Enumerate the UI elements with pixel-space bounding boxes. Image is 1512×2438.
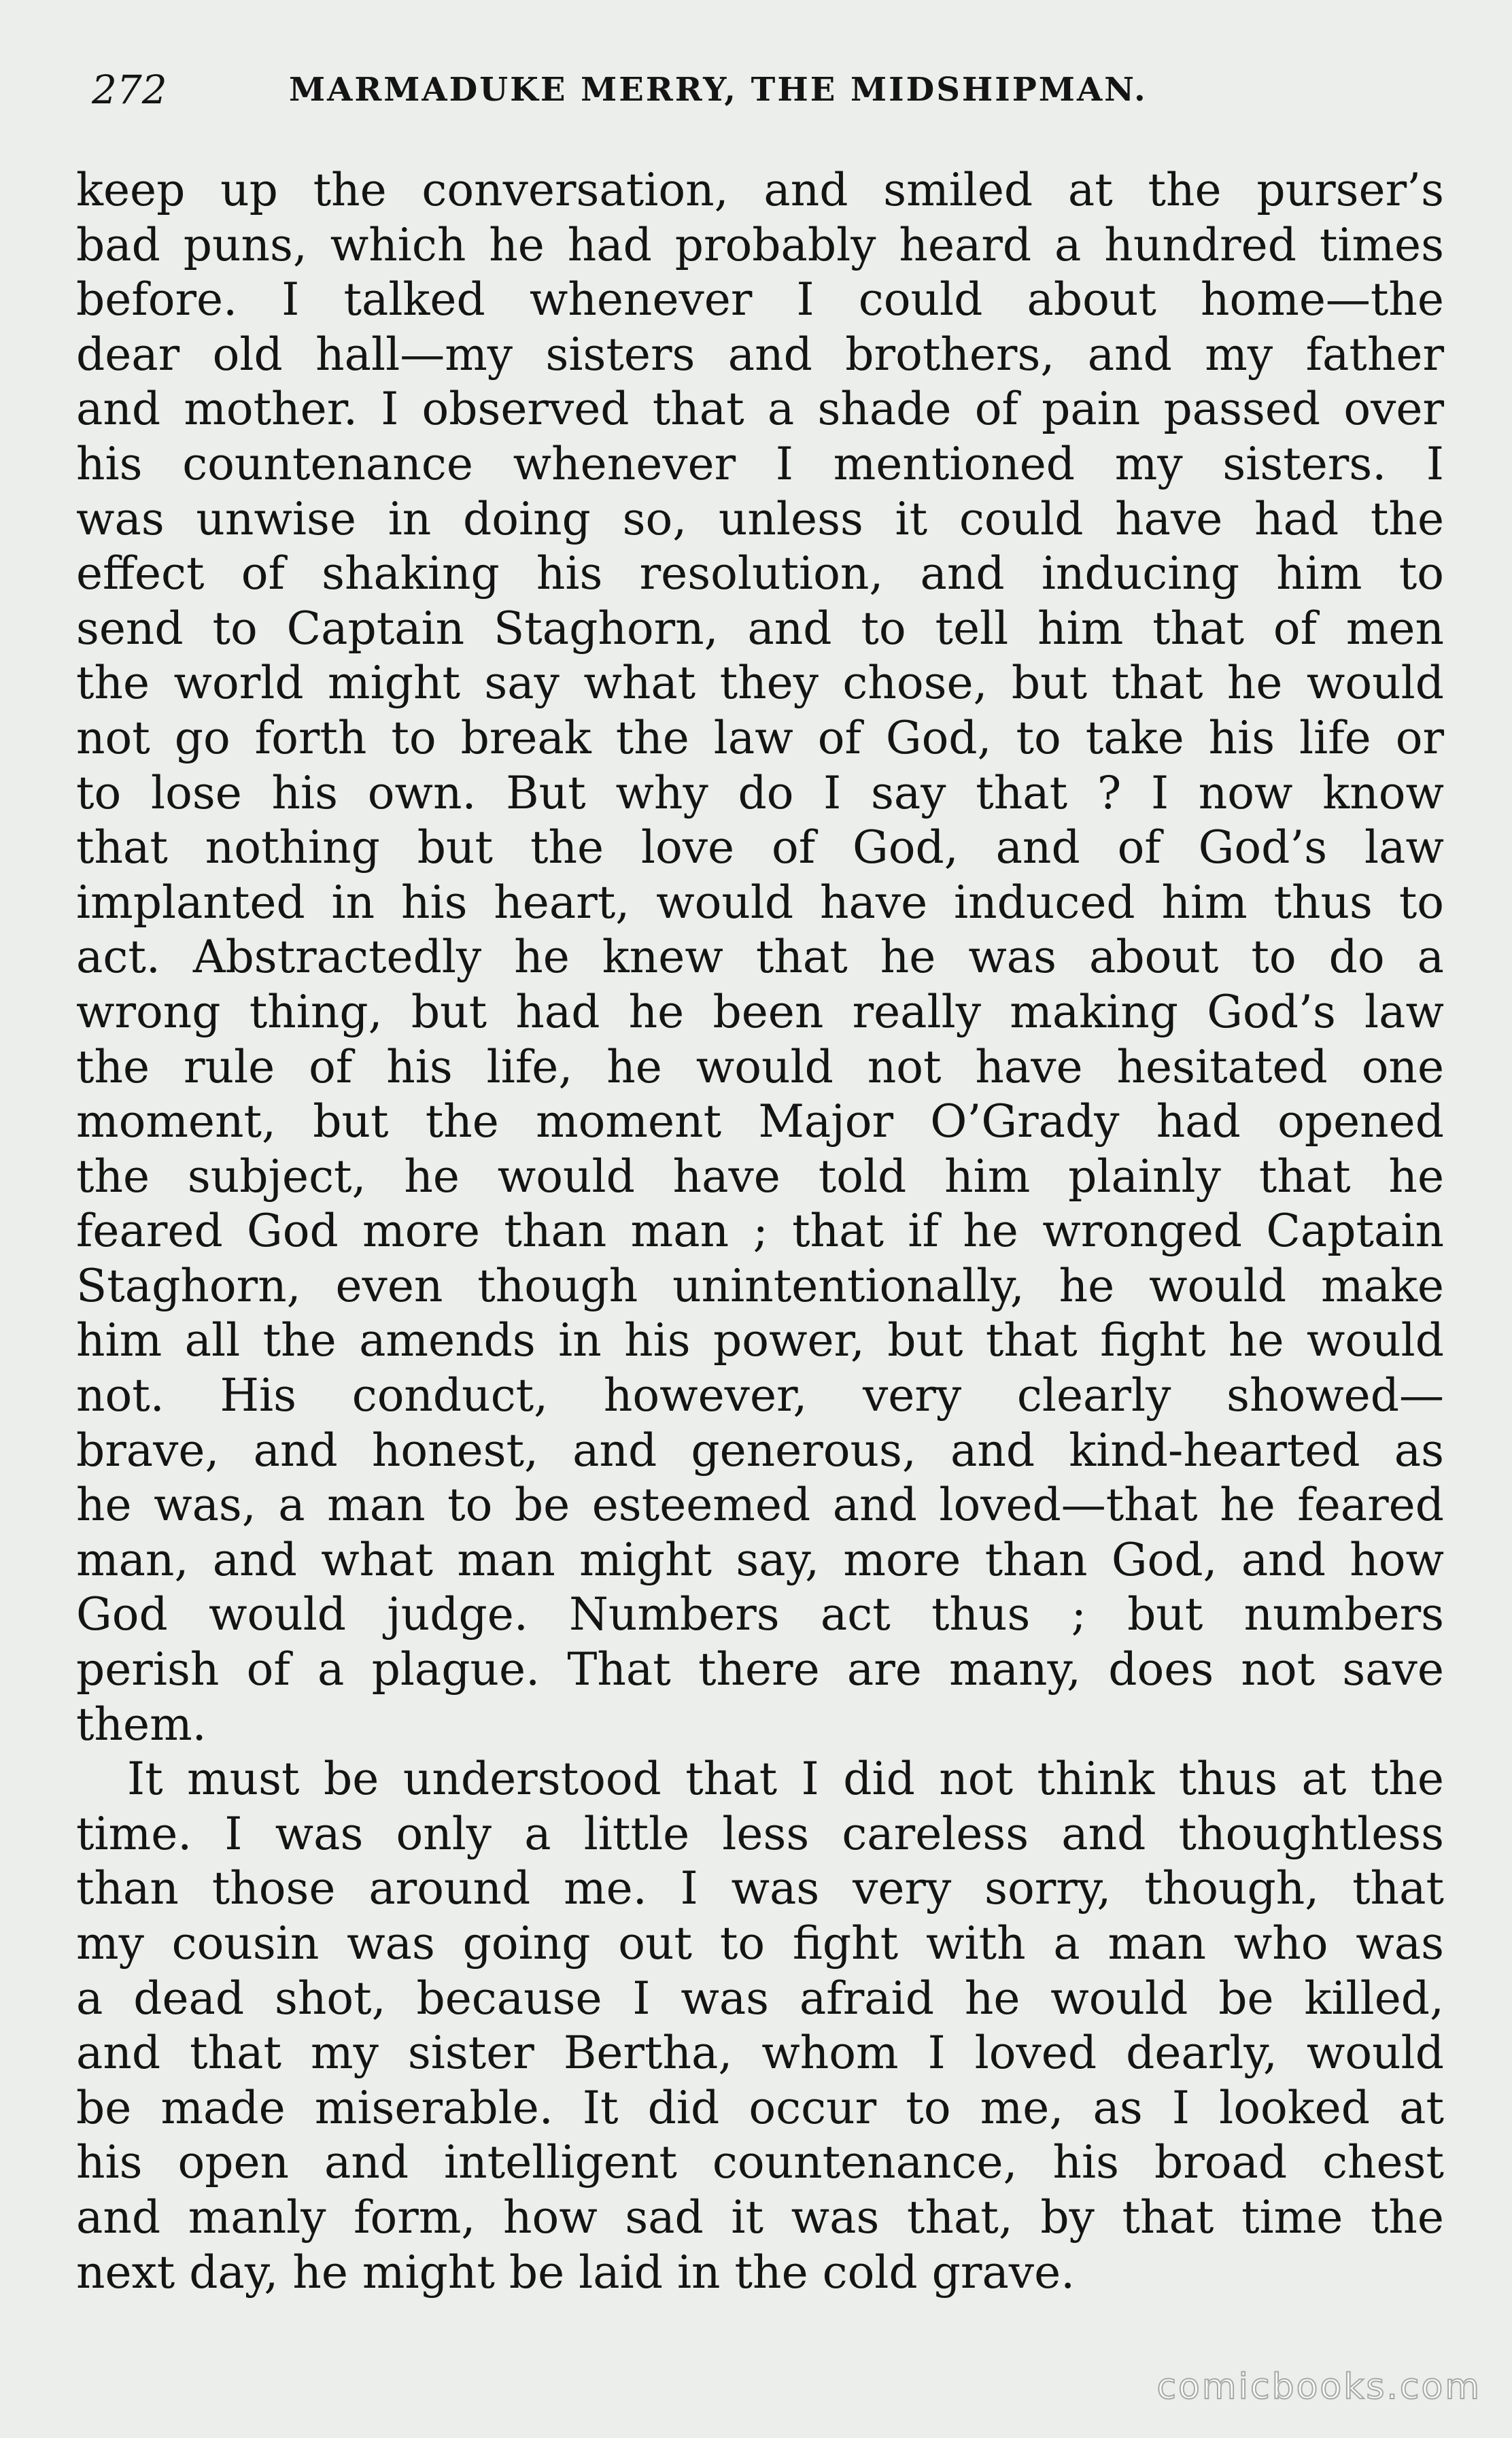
text-line: It must be understood that I did not think thus at the bbox=[127, 1753, 1444, 1806]
text-line: brave, and honest, and generous, and kind-hearted as bbox=[76, 1424, 1444, 1477]
text-line: dear old hall—my sisters and brothers, and my father bbox=[76, 328, 1444, 381]
text-line: that nothing but the love of God, and of God’s law bbox=[76, 821, 1444, 874]
text-line: keep up the conversation, and smiled at the purser’s bbox=[76, 164, 1444, 216]
text-line: to lose his own. But why do I say that ? I now know bbox=[76, 766, 1444, 819]
text-line: time. I was only a little less careless and thoughtless bbox=[76, 1807, 1444, 1860]
text-line: send to Captain Staghorn, and to tell him that of men bbox=[76, 602, 1444, 655]
text-line: feared God more than man ; that if he wronged Captain bbox=[76, 1205, 1444, 1258]
text-line: his countenance whenever I mentioned my sisters. I bbox=[76, 437, 1444, 490]
text-line: them. bbox=[76, 1698, 207, 1751]
text-line: not. His conduct, however, very clearly showed— bbox=[76, 1369, 1444, 1422]
text-line: before. I talked whenever I could about home—the bbox=[76, 273, 1444, 326]
text-line: was unwise in doing so, unless it could have had the bbox=[76, 492, 1444, 545]
text-line: a dead shot, because I was afraid he would be killed, bbox=[76, 1972, 1444, 2025]
text-line: my cousin was going out to fight with a man who was bbox=[76, 1917, 1444, 1970]
text-line: the rule of his life, he would not have hesitated one bbox=[76, 1040, 1444, 1093]
text-line: Staghorn, even though unintentionally, he would make bbox=[76, 1259, 1444, 1312]
text-line: him all the amends in his power, but that fight he would bbox=[76, 1314, 1444, 1367]
text-line: and manly form, how sad it was that, by that time the bbox=[76, 2191, 1444, 2244]
text-line: not go forth to break the law of God, to take his life or bbox=[76, 711, 1444, 764]
text-line: and mother. I observed that a shade of pain passed over bbox=[76, 383, 1444, 436]
page-header bbox=[92, 63, 1448, 117]
text-line: than those around me. I was very sorry, though, that bbox=[76, 1862, 1444, 1915]
text-line: and that my sister Bertha, whom I loved dearly, would bbox=[76, 2027, 1444, 2080]
text-line: act. Abstractedly he knew that he was about to do a bbox=[76, 931, 1444, 984]
text-line: next day, he might be laid in the cold grave. bbox=[76, 2246, 1076, 2299]
text-line: man, and what man might say, more than God, and how bbox=[76, 1533, 1444, 1586]
watermark: comicbooks.com bbox=[1156, 2367, 1481, 2407]
text-line: the world might say what they chose, but that he would bbox=[76, 657, 1444, 710]
text-line: perish of a plague. That there are many, does not save bbox=[76, 1643, 1444, 1696]
text-line: bad puns, which he had probably heard a hundred times bbox=[76, 218, 1444, 271]
running-head: MARMADUKE MERRY, THE MIDSHIPMAN. bbox=[289, 71, 1148, 109]
text-line: implanted in his heart, would have induced him thus to bbox=[76, 876, 1444, 929]
text-line: be made miserable. It did occur to me, as I looked at bbox=[76, 2081, 1444, 2134]
text-line: wrong thing, but had he been really making God’s law bbox=[76, 985, 1444, 1038]
text-line: he was, a man to be esteemed and loved—that he feared bbox=[76, 1479, 1444, 1532]
text-line: God would judge. Numbers act thus ; but numbers bbox=[76, 1588, 1444, 1641]
page-number: 272 bbox=[92, 67, 167, 113]
text-line: the subject, he would have told him plainly that he bbox=[76, 1150, 1444, 1203]
text-line: moment, but the moment Major O’Grady had opened bbox=[76, 1095, 1444, 1148]
text-line: effect of shaking his resolution, and inducing him to bbox=[76, 547, 1444, 600]
text-line: his open and intelligent countenance, his broad chest bbox=[76, 2136, 1444, 2189]
body-text bbox=[76, 163, 1444, 2300]
